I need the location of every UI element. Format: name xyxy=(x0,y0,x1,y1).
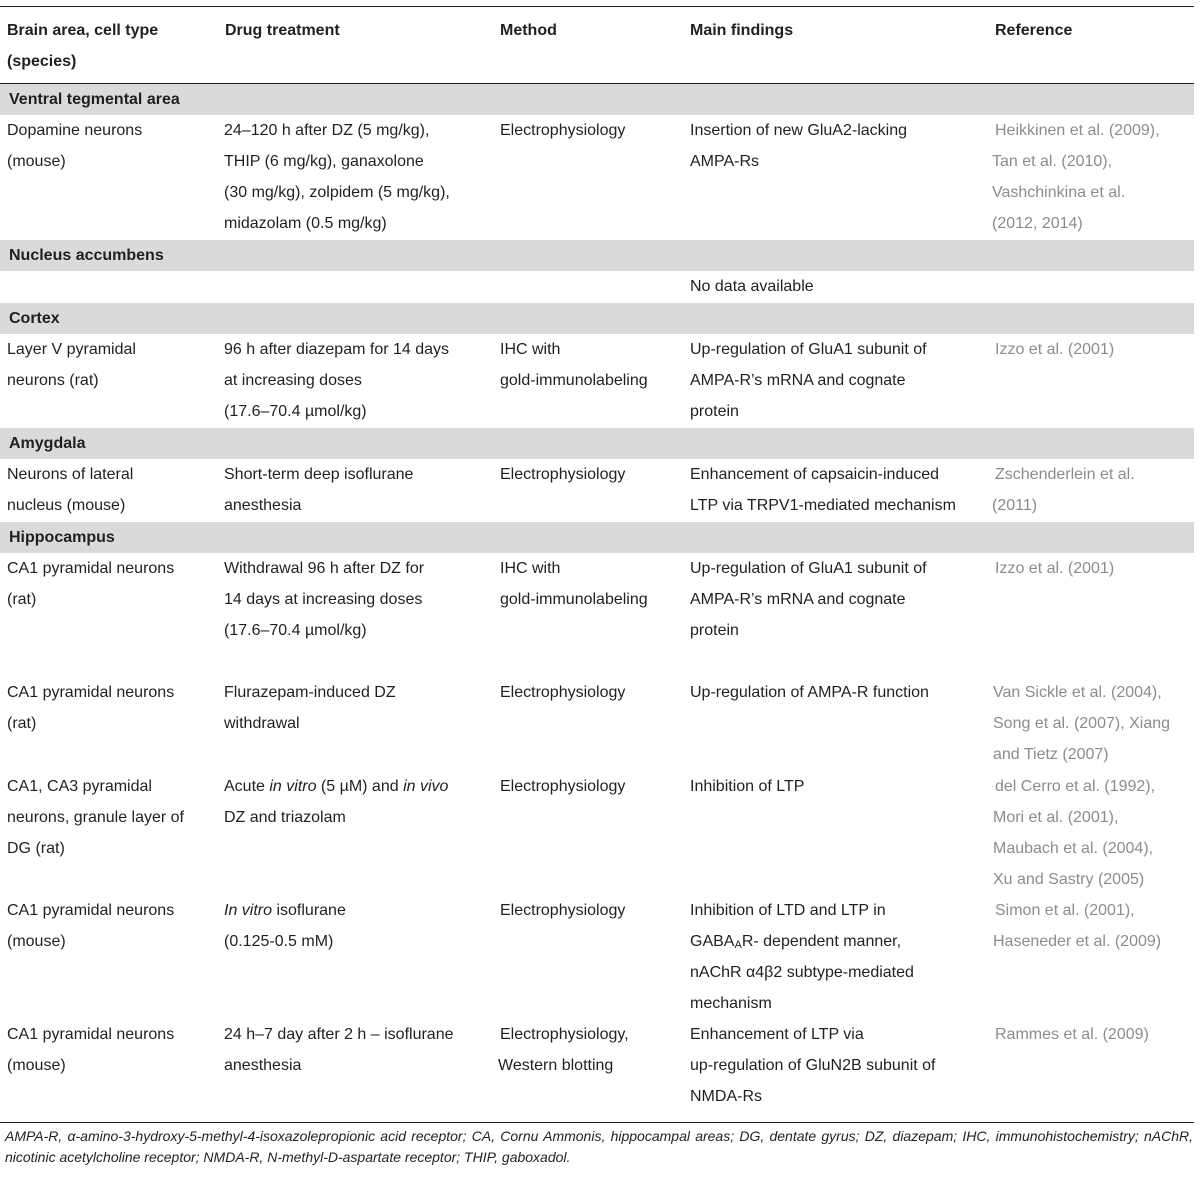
section-title: Cortex xyxy=(9,310,60,327)
cell-drug: midazolam (0.5 mg/kg) xyxy=(224,215,387,232)
table-footnote: AMPA-R, α-amino-3-hydroxy-5-methyl-4-isoxazolepropionic acid receptor; CA, Cornu Ammonis, hippocampal areas; DG, dentate gyrus; DZ, diazepam; IHC, immunohistochemistry; nAChR, nicotinic acetylcholine receptor; NMDA-R, N-methyl-D-aspartate receptor; THIP, gaboxadol. xyxy=(5,1128,1193,1165)
cell-findings: AMPA-R’s mRNA and cognate xyxy=(690,591,906,608)
cell-drug: (0.125-0.5 mM) xyxy=(224,933,334,950)
cell-findings: Enhancement of capsaicin-induced xyxy=(690,466,940,483)
cell-findings: protein xyxy=(690,403,739,420)
cell-reference: and Tietz (2007) xyxy=(993,746,1109,763)
cell-method: gold-immunolabeling xyxy=(500,591,648,608)
cell-findings: nAChR α4β2 subtype-mediated xyxy=(690,964,914,981)
cell-area: CA1 pyramidal neurons xyxy=(7,902,175,919)
cell-findings: LTP via TRPV1-mediated mechanism xyxy=(690,497,956,514)
cell-area: Layer V pyramidal xyxy=(7,341,136,358)
cell-drug: DZ and triazolam xyxy=(224,809,346,826)
cell-reference: del Cerro et al. (1992), xyxy=(995,778,1156,795)
cell-findings: Enhancement of LTP via xyxy=(690,1026,864,1043)
cell-reference: Van Sickle et al. (2004), xyxy=(993,684,1162,701)
cell-area: neurons (rat) xyxy=(7,372,99,389)
section-band-vta xyxy=(0,84,1194,115)
section-band-amygdala xyxy=(0,428,1194,459)
cell-findings: Insertion of new GluA2-lacking xyxy=(690,122,907,139)
cell-reference: Simon et al. (2001), xyxy=(995,902,1135,919)
cell-drug: anesthesia xyxy=(224,1057,302,1074)
cell-reference: Rammes et al. (2009) xyxy=(995,1026,1149,1043)
cell-method: IHC with xyxy=(500,560,561,577)
drug-italic: In vitro xyxy=(224,902,273,919)
cell-drug: 24–120 h after DZ (5 mg/kg), xyxy=(224,122,430,139)
cell-drug xyxy=(224,771,448,802)
cell-method: Electrophysiology, xyxy=(500,1026,629,1043)
cell-findings: protein xyxy=(690,622,739,639)
cell-drug: at increasing doses xyxy=(224,372,362,389)
section-band-hippocampus xyxy=(0,522,1194,553)
cell-method: IHC with xyxy=(500,341,561,358)
header-findings: Main findings xyxy=(690,22,794,39)
findings-text: R- dependent manner, xyxy=(741,933,902,950)
cell-drug: THIP (6 mg/kg), ganaxolone xyxy=(224,153,424,170)
cell-area: (rat) xyxy=(7,591,37,608)
cell-findings: Inhibition of LTP xyxy=(690,778,805,795)
cell-method: Electrophysiology xyxy=(500,902,626,919)
cell-drug: 96 h after diazepam for 14 days xyxy=(224,341,450,358)
cell-reference: Vashchinkina et al. xyxy=(992,184,1126,201)
cell-drug: Short-term deep isoflurane xyxy=(224,466,414,483)
cell-area: neurons, granule layer of xyxy=(7,809,184,826)
cell-findings: Up-regulation of AMPA-R function xyxy=(690,684,929,701)
top-rule xyxy=(0,6,1194,7)
cell-findings: NMDA-Rs xyxy=(690,1088,762,1105)
section-title: Ventral tegmental area xyxy=(9,91,180,108)
cell-method: Western blotting xyxy=(498,1057,614,1074)
header-drug: Drug treatment xyxy=(225,22,340,39)
section-title: Amygdala xyxy=(9,435,86,452)
cell-findings: Up-regulation of GluA1 subunit of xyxy=(690,560,927,577)
cell-area: (mouse) xyxy=(7,933,66,950)
cell-drug: (17.6–70.4 µmol/kg) xyxy=(224,622,367,639)
bottom-rule xyxy=(0,1122,1194,1123)
cell-drug: (30 mg/kg), zolpidem (5 mg/kg), xyxy=(224,184,450,201)
cell-reference: Mori et al. (2001), xyxy=(993,809,1119,826)
cell-area: CA1 pyramidal neurons xyxy=(7,560,175,577)
cell-area: CA1 pyramidal neurons xyxy=(7,684,175,701)
cell-method: Electrophysiology xyxy=(500,684,626,701)
cell-drug: Flurazepam-induced DZ xyxy=(224,684,396,701)
header-species: (species) xyxy=(7,53,77,70)
cell-reference: Maubach et al. (2004), xyxy=(993,840,1154,857)
cell-area: Neurons of lateral xyxy=(7,466,134,483)
cell-drug: 14 days at increasing doses xyxy=(224,591,423,608)
section-band-nac xyxy=(0,240,1194,271)
cell-reference: Song et al. (2007), Xiang xyxy=(993,715,1171,732)
cell-findings: No data available xyxy=(690,278,814,295)
drug-text: isoflurane xyxy=(272,902,346,919)
cell-area: nucleus (mouse) xyxy=(7,497,126,514)
cell-method: Electrophysiology xyxy=(500,466,626,483)
section-title: Nucleus accumbens xyxy=(9,247,164,264)
cell-drug: withdrawal xyxy=(224,715,300,732)
cell-method: Electrophysiology xyxy=(500,122,626,139)
findings-text: GABA xyxy=(690,933,735,950)
drug-text: (5 µM) and xyxy=(316,778,404,795)
cell-drug: anesthesia xyxy=(224,497,302,514)
cell-area: Dopamine neurons xyxy=(7,122,143,139)
drug-text: Acute xyxy=(224,778,270,795)
cell-findings: AMPA-R’s mRNA and cognate xyxy=(690,372,906,389)
cell-area: (mouse) xyxy=(7,153,66,170)
cell-drug: Withdrawal 96 h after DZ for xyxy=(224,560,425,577)
cell-reference: Haseneder et al. (2009) xyxy=(993,933,1162,950)
section-title: Hippocampus xyxy=(9,529,115,546)
cell-drug: 24 h–7 day after 2 h – isoflurane xyxy=(224,1026,454,1043)
cell-area: (rat) xyxy=(7,715,37,732)
cell-reference: Heikkinen et al. (2009), xyxy=(995,122,1160,139)
cell-method: gold-immunolabeling xyxy=(500,372,648,389)
cell-findings: mechanism xyxy=(690,995,772,1012)
header-area: Brain area, cell type xyxy=(7,22,159,39)
cell-findings: Inhibition of LTD and LTP in xyxy=(690,902,886,919)
cell-reference: (2012, 2014) xyxy=(992,215,1083,232)
cell-area: DG (rat) xyxy=(7,840,65,857)
cell-reference: Izzo et al. (2001) xyxy=(995,560,1115,577)
drug-italic: in vitro xyxy=(269,778,317,795)
cell-findings xyxy=(690,926,901,957)
cell-area: CA1 pyramidal neurons xyxy=(7,1026,175,1043)
drug-italic: in vivo xyxy=(403,778,449,795)
header-method: Method xyxy=(500,22,557,39)
cell-reference: Zschenderlein et al. xyxy=(995,466,1135,483)
cell-reference: Tan et al. (2010), xyxy=(992,153,1113,170)
cell-findings: AMPA-Rs xyxy=(690,153,760,170)
cell-reference: Izzo et al. (2001) xyxy=(995,341,1115,358)
header-reference: Reference xyxy=(995,22,1073,39)
cell-method: Electrophysiology xyxy=(500,778,626,795)
cell-drug xyxy=(224,895,346,926)
section-band-cortex xyxy=(0,303,1194,334)
cell-drug: (17.6–70.4 µmol/kg) xyxy=(224,403,367,420)
cell-area: (mouse) xyxy=(7,1057,66,1074)
cell-reference: Xu and Sastry (2005) xyxy=(993,871,1145,888)
findings-subscript: A xyxy=(734,939,742,951)
cell-findings: Up-regulation of GluA1 subunit of xyxy=(690,341,927,358)
cell-area: CA1, CA3 pyramidal xyxy=(7,778,152,795)
cell-reference: (2011) xyxy=(992,497,1038,514)
cell-findings: up-regulation of GluN2B subunit of xyxy=(690,1057,936,1074)
